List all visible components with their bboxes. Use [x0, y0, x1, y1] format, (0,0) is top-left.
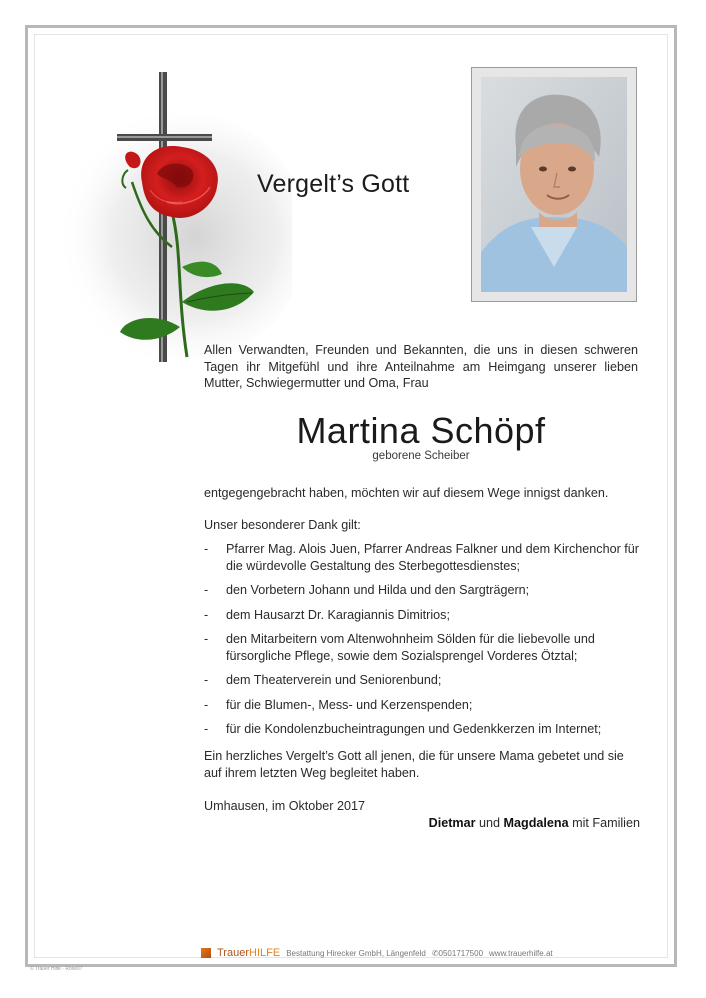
list-dash: -	[204, 697, 209, 712]
list-item	[204, 541, 644, 574]
list-dash: -	[204, 673, 209, 687]
list-item-text: für die Kondolenzbucheintragungen und Gedenkkerzen im Internet;	[226, 722, 602, 736]
footer-company: Bestattung Hirecker GmbH, Längenfeld	[286, 948, 426, 958]
list-dash: -	[204, 632, 209, 646]
list-item-text: den Mitarbeitern vom Altenwohnheim Sölden für die liebevolle und fürsorgliche Pflege, sowie dem Sozialsprengel Vorderes Ötztal;	[226, 632, 595, 663]
footer	[201, 947, 553, 959]
signature-and: und	[479, 816, 501, 830]
footer-phone[interactable]: ✆0501717500	[431, 948, 484, 958]
intro-paragraph: Allen Verwandten, Freunden und Bekannten, die uns in diesen schweren Tagen ihr Mitgefühl und ihre Anteilnahme am Heimgang unserer lieben Mutter, Schwiegermutter und Oma, Frau	[204, 343, 638, 390]
list-item-text: für die Blumen-, Mess- und Kerzenspenden;	[226, 697, 473, 712]
portrait-frame	[471, 67, 637, 302]
list-item	[204, 672, 644, 689]
list-item-text: Pfarrer Mag. Alois Juen, Pfarrer Andreas Falkner und dem Kirchenchor für die würdevolle Gestaltung des Sterbegottesdienstes;	[226, 542, 639, 573]
list-dash: -	[204, 607, 209, 622]
portrait-photo	[481, 77, 627, 292]
signature-suffix: mit Familien	[572, 816, 640, 830]
portrait-illustration	[481, 77, 627, 292]
signature-name-2: Magdalena	[503, 816, 569, 830]
list-item	[204, 721, 644, 738]
list-item	[204, 697, 644, 714]
trauerhilfe-logo-icon	[201, 948, 211, 958]
list-item-text: dem Theaterverein und Seniorenbund;	[226, 673, 442, 687]
list-item	[204, 607, 644, 624]
heading-vergelts-gott: Vergelt’s Gott	[257, 170, 410, 198]
thanks-list	[204, 541, 644, 746]
list-item-text: den Vorbetern Johann und Hilda und den Sargträgern;	[226, 583, 530, 597]
signature	[429, 816, 640, 830]
maiden-name: geborene Scheiber	[372, 450, 470, 462]
list-item	[204, 631, 644, 664]
footer-brand[interactable]	[217, 947, 280, 959]
list-item	[204, 582, 644, 599]
list-dash: -	[204, 542, 209, 556]
list-dash: -	[204, 583, 209, 597]
thanks-line: entgegengebracht haben, möchten wir auf diesem Wege innigst danken.	[204, 486, 609, 500]
footer-website[interactable]: www.trauerhilfe.at	[489, 948, 553, 958]
signature-name-1: Dietmar	[428, 816, 476, 830]
deceased-name: Martina Schöpf	[296, 410, 546, 451]
footer-brand-b: HILFE	[249, 947, 281, 959]
image-credit: © Trauer Hilfe · Rose07	[30, 966, 83, 972]
special-thanks-heading: Unser besonderer Dank gilt:	[204, 518, 361, 532]
list-dash: -	[204, 722, 209, 736]
list-item-text: dem Hausarzt Dr. Karagiannis Dimitrios;	[226, 607, 450, 622]
footer-brand-a: Trauer	[217, 947, 249, 959]
place-date: Umhausen, im Oktober 2017	[204, 799, 366, 813]
closing-paragraph: Ein herzliches Vergelt’s Gott all jenen, die für unsere Mama gebetet und sie auf ihrem letzten Weg begleitet haben.	[204, 749, 624, 780]
